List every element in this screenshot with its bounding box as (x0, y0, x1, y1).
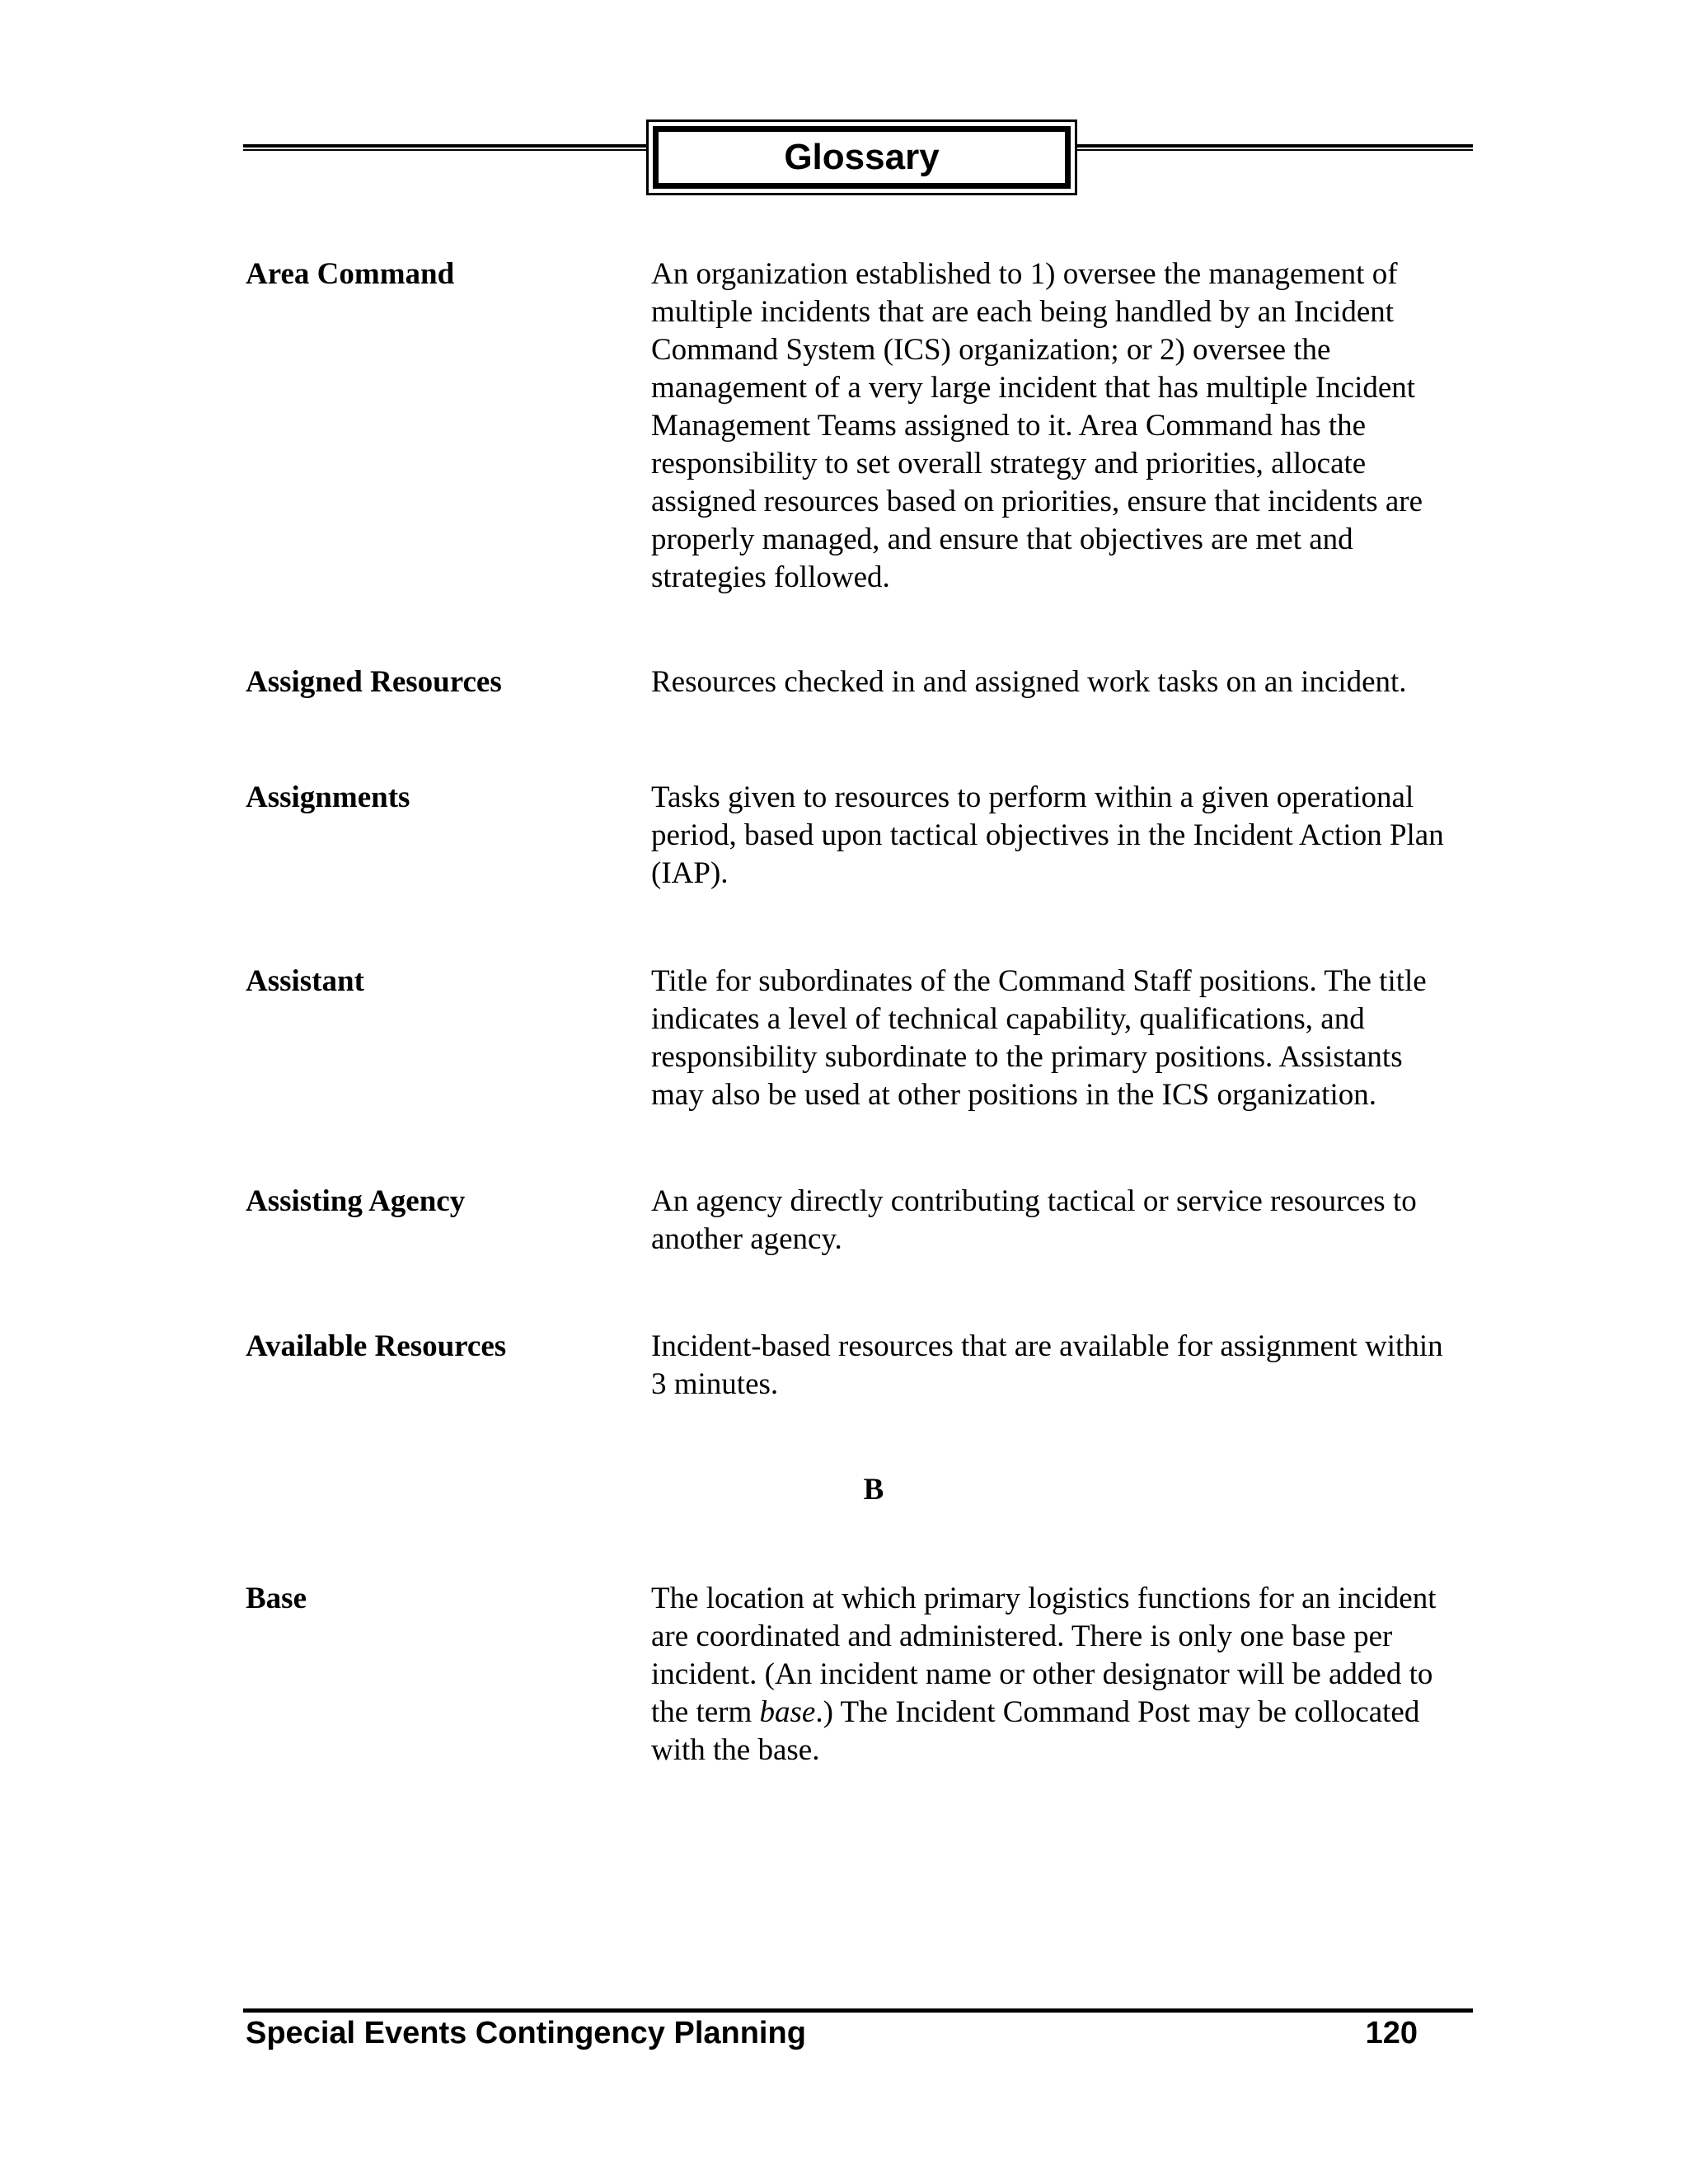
header-rule-left (243, 144, 647, 151)
glossary-definition (651, 1183, 1512, 1258)
definition-line: Tasks given to resources to perform within a given operational (651, 780, 1414, 814)
definition-line: may also be used at other positions in the ICS organization. (651, 1078, 1376, 1112)
definition-line: indicates a level of technical capability, qualifications, and (651, 1002, 1365, 1036)
glossary-definition (651, 1328, 1512, 1404)
definition-line: An agency directly contributing tactical or service resources to (651, 1184, 1417, 1218)
glossary-definition (651, 779, 1512, 893)
emphasized-term: base (759, 1695, 816, 1729)
definition-line: Resources checked in and assigned work tasks on an incident. (651, 665, 1407, 699)
definition-line: assigned resources based on priorities, ensure that incidents are (651, 485, 1423, 518)
glossary-definition (651, 255, 1512, 597)
definition-line: period, based upon tactical objectives in the Incident Action Plan (651, 818, 1444, 852)
definition-line: with the base. (651, 1733, 820, 1767)
definition-line: The location at which primary logistics functions for an incident (651, 1582, 1437, 1615)
definition-line: responsibility subordinate to the primary positions. Assistants (651, 1040, 1403, 1074)
footer-page-number: 120 (1365, 2016, 1418, 2050)
definition-line: are coordinated and administered. There is only one base per (651, 1619, 1393, 1653)
definition-line: properly managed, and ensure that objectives are met and (651, 523, 1353, 556)
glossary-term: Assignments (246, 780, 410, 814)
definition-line: 3 minutes. (651, 1367, 779, 1401)
glossary-term: Area Command (246, 257, 455, 291)
title-frame (646, 120, 1077, 195)
glossary-term: Assisting Agency (246, 1184, 466, 1218)
definition-line (651, 1694, 1512, 1732)
glossary-definition (651, 963, 1512, 1114)
definition-text: the term (651, 1695, 760, 1729)
glossary-definition (651, 1580, 1512, 1769)
footer-document-title: Special Events Contingency Planning (246, 2016, 806, 2050)
definition-line: Title for subordinates of the Command Staff positions. The title (651, 964, 1427, 998)
definition-line: (IAP). (651, 856, 729, 890)
definition-line: Incident-based resources that are available for assignment within (651, 1329, 1443, 1363)
definition-line: responsibility to set overall strategy and priorities, allocate (651, 447, 1367, 480)
page-title: Glossary (653, 126, 1071, 189)
definition-line: Management Teams assigned to it. Area Command has the (651, 409, 1367, 443)
definition-line: An organization established to 1) oversee the management of (651, 257, 1398, 291)
definition-line: another agency. (651, 1222, 842, 1256)
definition-line: management of a very large incident that has multiple Incident (651, 371, 1416, 405)
definition-line: multiple incidents that are each being handled by an Incident (651, 295, 1395, 329)
glossary-definition (651, 663, 1512, 701)
section-letter-heading: B (863, 1473, 884, 1507)
glossary-term: Assigned Resources (246, 665, 502, 699)
glossary-term: Available Resources (246, 1329, 507, 1363)
definition-line: incident. (An incident name or other designator will be added to (651, 1657, 1433, 1691)
definition-text: .) The Incident Command Post may be collocated (815, 1695, 1420, 1729)
header-rule-right (1077, 144, 1473, 151)
glossary-term: Assistant (246, 964, 364, 998)
definition-line: strategies followed. (651, 560, 890, 594)
glossary-term: Base (246, 1582, 307, 1615)
definition-line: Command System (ICS) organization; or 2) oversee the (651, 333, 1331, 367)
